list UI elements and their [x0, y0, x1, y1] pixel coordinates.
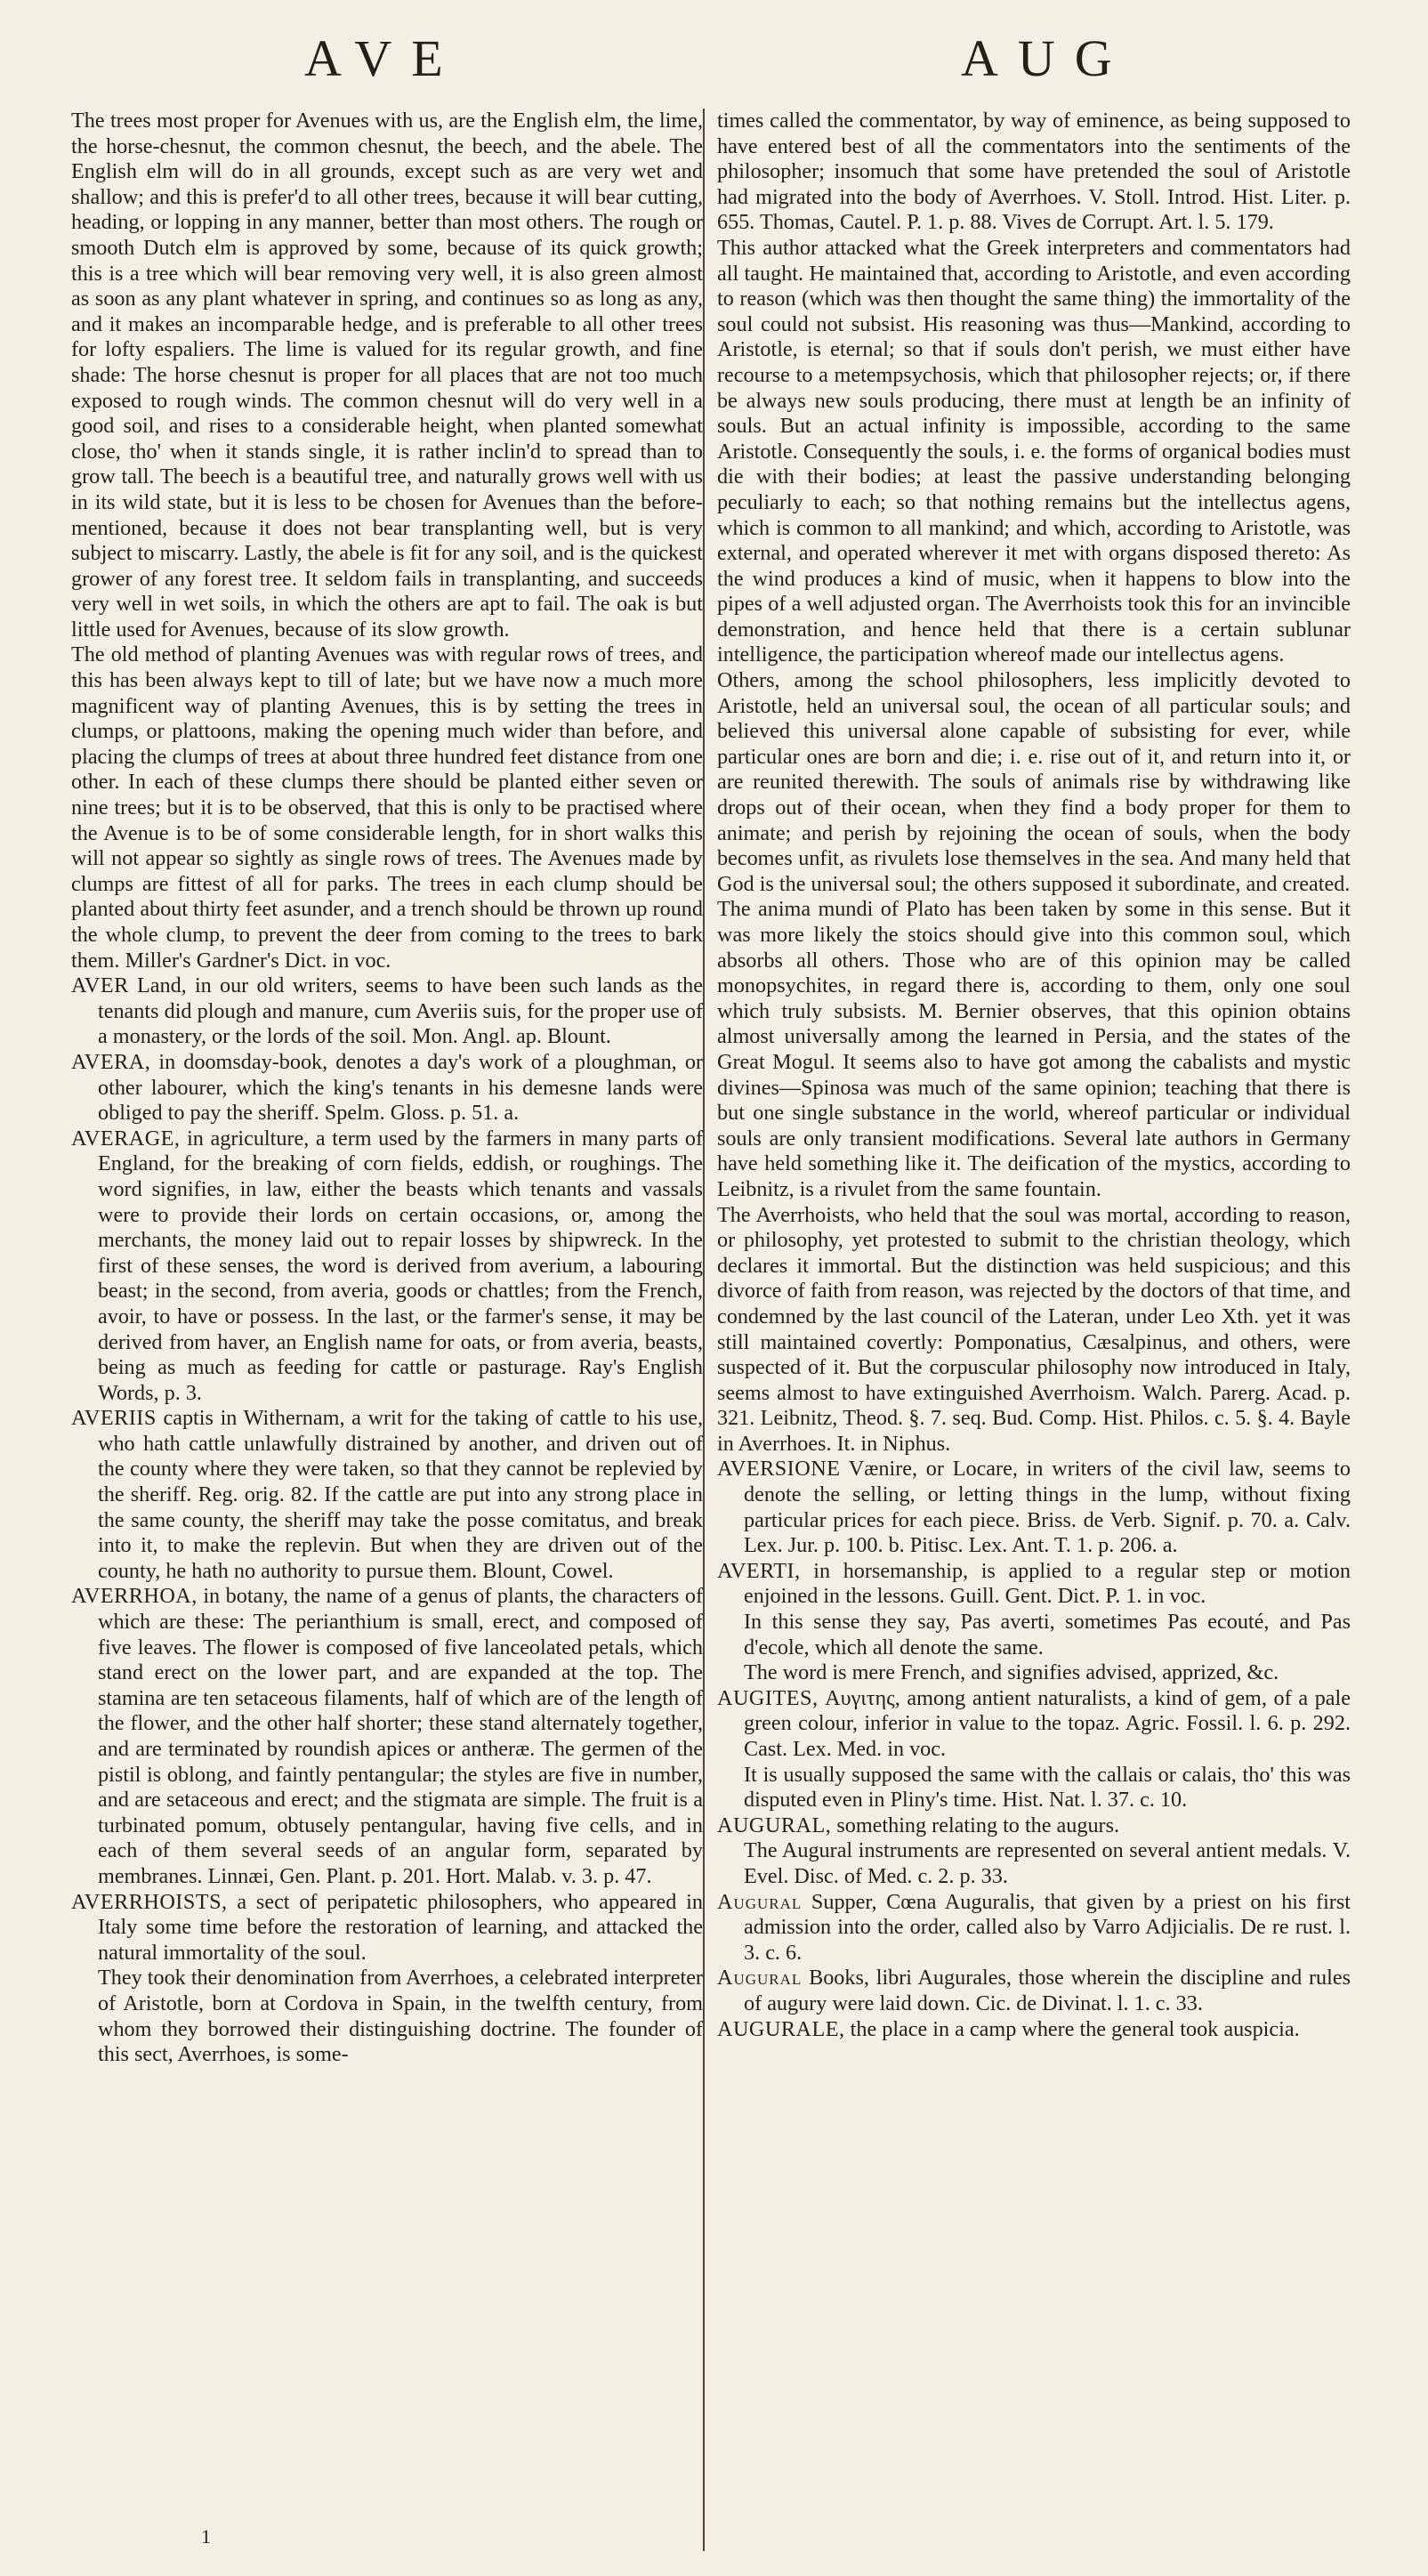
- paragraph: Others, among the school philosophers, less implicitly devoted to Aristotle, held an universal soul, the ocean of all particular souls; and believed this universal alone capable of subsisting for ever, while particular ones are born and die; i. e. rise out of it, and return into it, or are reunited therewith. The souls of animals rise by withdrawing like drops out of their ocean, when they find a body proper for them to animate; and perish by rejoining the ocean of souls, when the body becomes unfit, as rivulets lose themselves in the sea. And many held that God is the universal soul; the others supposed it subordinate, and created.: [717, 668, 1351, 896]
- entry-headword: AVERSIONE: [717, 1457, 841, 1482]
- entry-text: a sect of peripatetic philosophers, who appeared in Italy some time before the restoration of learning, and attacked the natural immortality of the soul.: [98, 1889, 703, 1965]
- entry-subparagraph: In this sense they say, Pas averti, sometimes Pas ecouté, and Pas d'ecole, which all denote the same.: [744, 1610, 1351, 1659]
- entry-headword: Augural: [717, 1966, 803, 1991]
- running-head-right: AUG: [961, 29, 1132, 87]
- paragraph: times called the commentator, by way of eminence, as being supposed to have entered best of all the commentators into the sentiments of the philosopher; insomuch that some have pretended the soul of Aristotle had migrated into the body of Averrhoes. V. Stoll. Introd. Hist. Liter. p. 655. Thomas, Cautel. P. 1. p. 88. Vives de Corrupt. Art. l. 5. 179.: [717, 109, 1351, 235]
- paragraph: This author attacked what the Greek interpreters and commentators had all taught. He maintained that, according to Aristotle, and even according to reason (which was then thought the same thing) the immortality of the soul could not subsist. His reasoning was thus—Mankind, according to Aristotle, is eternal; so that if souls don't perish, we must either have recourse to a metempsychosis, which that philosopher rejects; or, if there be always new souls producing, there must at length be an infinity of souls. But an actual infinity is impossible, according to the same Aristotle. Consequently the souls, i. e. the forms of organical bodies must die with their bodies; at least the passive understanding belonging peculiarly to each; so that nothing remains but the intellectus agens, which is common to all mankind; and which, according to Aristotle, was external, and operated wherever it met with organs disposed thereto: As the wind produces a kind of music, when it happens to blow into the pipes of a well adjusted organ. The Averrhoists took this for an invincible demonstration, and hence held that there is a certain sublunar intelligence, the participation whereof made our intellectus agens.: [717, 235, 1351, 667]
- dictionary-entry: [71, 1584, 703, 1889]
- entry-headword: AVERRHOISTS,: [71, 1889, 228, 1914]
- page-signature: 1: [201, 2525, 211, 2548]
- entry-text: Vænire, or Locare, in writers of the civil law, seems to denote the selling, or letting things in the lump, without fixing particular prices for each piece. Briss. de Verb. Signif. p. 70. a. Calv. Lex. Jur. p. 100. b. Pitisc. Lex. Ant. T. 1. p. 206. a.: [744, 1457, 1351, 1558]
- entry-subparagraph: It is usually supposed the same with the callais or calais, tho' this was disputed even in Pliny's time. Hist. Nat. l. 37. c. 10.: [744, 1762, 1351, 1813]
- entry-subparagraph: They took their denomination from Averrhoes, a celebrated interpreter of Aristotle, born at Cordova in Spain, in the twelfth century, from whom they borrowed their distinguishing doctrine. The founder of this sect, Averrhoes, is some-: [98, 1966, 703, 2067]
- entry-headword: AVER: [71, 973, 129, 998]
- dictionary-entry: [717, 1457, 1351, 1558]
- dictionary-entry: [717, 1559, 1351, 1610]
- dictionary-entry: [717, 1966, 1351, 2016]
- column-rule: [703, 109, 705, 2551]
- dictionary-entry: [71, 1126, 703, 1407]
- entry-headword: AVERAGE,: [71, 1126, 181, 1151]
- entry-subparagraph: The word is mere French, and signifies advised, apprized, &c.: [744, 1660, 1279, 1685]
- entry-headword: Augural: [717, 1889, 803, 1914]
- dictionary-entry: [71, 1050, 703, 1126]
- entry-text: Supper, Cœna Auguralis, that given by a priest on his first admission into the order, called also by Varro Adjicialis. De re rust. l. 3. c. 6.: [744, 1889, 1351, 1965]
- paragraph: The Averrhoists, who held that the soul was mortal, according to reason, or philosophy, yet protested to submit to the christian theology, which declares it immortal. But the distinction was held suspicious; and this divorce of faith from reason, was rejected by the doctors of that time, and condemned by the last council of the Lateran, under Leo Xth. yet it was still maintained covertly: Pomponatius, Cæsalpinus, and others, were suspected of it. But the corpuscular philosophy now introduced in Italy, seems almost to have extinguished Averrhoism. Walch. Parerg. Acad. p. 321. Leibnitz, Theod. §. 7. seq. Bud. Comp. Hist. Philos. c. 5. §. 4. Bayle in Averrhoes. It. in Niphus.: [717, 1202, 1351, 1456]
- entry-text: Land, in our old writers, seems to have been such lands as the tenants did plough and manure, cum Averiis suis, for the proper use of a monastery, or the lords of the soil. Mon. Angl. ap. Blount.: [98, 973, 703, 1049]
- right-column: [717, 109, 1351, 2042]
- dictionary-entry: [717, 1890, 1351, 1966]
- entry-headword: AVERTI,: [717, 1558, 801, 1583]
- entry-headword: AVERIIS: [71, 1406, 157, 1431]
- entry-text: Books, libri Augurales, those wherein the discipline and rules of augury were laid down. Cic. de Divinat. l. 1. c. 33.: [744, 1966, 1351, 2015]
- left-column: [71, 109, 703, 2068]
- dictionary-entry: [717, 1813, 1351, 1839]
- entry-text: in botany, the name of a genus of plants, the characters of which are these: The perianthium is small, erect, and composed of five leaves. The flower is composed of five lanceolated petals, which stand erect on the lower part, and are expanded at the top. The stamina are ten setaceous filaments, half of which are of the length of the flower, and the other half shorter; these stand alternately together, and are terminated by roundish apices or antheræ. The germen of the pistil is oblong, and faintly pentangular; the styles are five in number, and are setaceous and erect; and the stigmata are simple. The fruit is a turbinated pomum, obtusely pentangular, having five cells, and in each of them several seeds of an angular form, separated by membranes. Linnæi, Gen. Plant. p. 201. Hort. Malab. v. 3. p. 47.: [98, 1584, 703, 1888]
- entry-text: Αυγιτης, among antient naturalists, a kind of gem, of a pale green colour, inferior in value to the topaz. Agric. Fossil. l. 6. p. 292. Cast. Lex. Med. in voc.: [744, 1685, 1351, 1761]
- entry-headword: AUGITES,: [717, 1685, 819, 1710]
- dictionary-entry: [71, 1890, 703, 1966]
- dictionary-entry: [717, 2017, 1351, 2043]
- entry-text: in agriculture, a term used by the farmers in many parts of England, for the breaking of corn fields, eddish, or roughings. The word signifies, in law, either the beasts which tenants and vassals were to provide their lords on certain occasions, or, among the merchants, the money laid out to repair losses by shipwreck. In the first of these senses, the word is derived from averium, a labouring beast; in the second, from averia, goods or chattles; from the French, avoir, to have or possess. In the last, or the farmer's sense, it may be derived from haver, an English name for oats, or from averia, beasts, being as much as feeding for cattle or pasturage. Ray's English Words, p. 3.: [98, 1126, 703, 1405]
- entry-headword: AUGURAL,: [717, 1813, 832, 1837]
- paragraph: The old method of planting Avenues was with regular rows of trees, and this has been always kept to till of late; but we have now a much more magnificent way of planting Avenues, this is by setting the trees in clumps, or plattoons, making the opening much wider than before, and placing the clumps of trees at about three hundred feet distance from one other. In each of these clumps there should be planted either seven or nine trees; but it is to be observed, that this is only to be practised where the Avenue is to be of some considerable length, for in short walks this will not appear so sightly as single rows of trees. The Avenues made by clumps are fittest of all for parks. The trees in each clump should be planted about thirty feet asunder, and a trench should be thrown up round the whole clump, to prevent the deer from coming to the trees to bark them. Miller's Gardner's Dict. in voc.: [71, 642, 703, 973]
- entry-text: in doomsday-book, denotes a day's work of a ploughman, or other labourer, which the king's tenants in his demesne lands were obliged to pay the sheriff. Spelm. Gloss. p. 51. a.: [98, 1049, 703, 1126]
- paragraph: The trees most proper for Avenues with us, are the English elm, the lime, the horse-chesnut, the common chesnut, the beech, and the abele. The English elm will do in all grounds, except such as are very wet and shallow; and this is prefer'd to all other trees, because it will bear cutting, heading, or lopping in any manner, better than most others. The rough or smooth Dutch elm is approved by some, because of its quick growth; this is a tree which will bear removing very well, it is also green almost as soon as any plant whatever in spring, and continues so as long as any, and it makes an incomparable hedge, and is preferable to all other trees for lofty espaliers. The lime is valued for its regular growth, and fine shade: The horse chesnut is proper for all places that are not too much exposed to rough winds. The common chesnut will do very well in a good soil, and rises to a considerable height, when planted somewhat close, tho' when it stands single, it is rather inclin'd to spread than to grow tall. The beech is a beautiful tree, and naturally grows well with us in its wild state, but it is less to be chosen for Avenues than the before-mentioned, because it does not bear transplanting well, but is very subject to miscarry. Lastly, the abele is fit for any soil, and is the quickest grower of any forest tree. It seldom fails in transplanting, and succeeds very well in wet soils, in which the others are apt to fail. The oak is but little used for Avenues, because of its slow growth.: [71, 109, 703, 642]
- entry-headword: AUGURALE,: [717, 2016, 845, 2041]
- entry-headword: AVERA,: [71, 1049, 151, 1074]
- entry-text: something relating to the augurs.: [831, 1813, 1120, 1837]
- entry-headword: AVERRHOA,: [71, 1584, 198, 1609]
- dictionary-entry: [71, 1406, 703, 1584]
- paragraph: The anima mundi of Plato has been taken by some in this sense. But it was more likely the stoics should give into this common soul, which absorbs all others. Those who are of this opinion may be called monopsychites, in regard there is, according to them, only one soul which truly subsists. M. Bernier observes, that this opinion obtains almost universally among the learned in Persia, and the states of the Great Mogul. It seems also to have got among the cabalists and mystic divines—Spinosa was much of the same opinion; teaching that there is but one single substance in the world, whereof particular or individual souls are only transient modifications. Several late authors in Germany have held something like it. The deification of the mystics, according to Leibnitz, is a rivulet from the same fountain.: [717, 897, 1351, 1201]
- dictionary-entry: [717, 1686, 1351, 1763]
- dictionary-entry: [71, 973, 703, 1050]
- entry-subparagraph: The Augural instruments are represented on several antient medals. V. Evel. Disc. of Med. c. 2. p. 33.: [744, 1838, 1351, 1888]
- entry-text: in horsemanship, is applied to a regular step or motion enjoined in the lessons. Guill. Gent. Dict. P. 1. in voc.: [744, 1558, 1351, 1609]
- entry-text: the place in a camp where the general took auspicia.: [844, 2016, 1300, 2041]
- running-head-left: AVE: [304, 29, 463, 87]
- entry-text: captis in Withernam, a writ for the taking of cattle to his use, who hath cattle unlawfully distrained by another, and driven out of the county where they were taken, so that they cannot be replevied by the sheriff. Reg. orig. 82. If the cattle are put into any strong place in the same county, the sheriff may take the posse comitatus, and break into it, to make the replevin. But when they are driven out of the county, he hath no authority to pursue them. Blount, Cowel.: [98, 1406, 703, 1583]
